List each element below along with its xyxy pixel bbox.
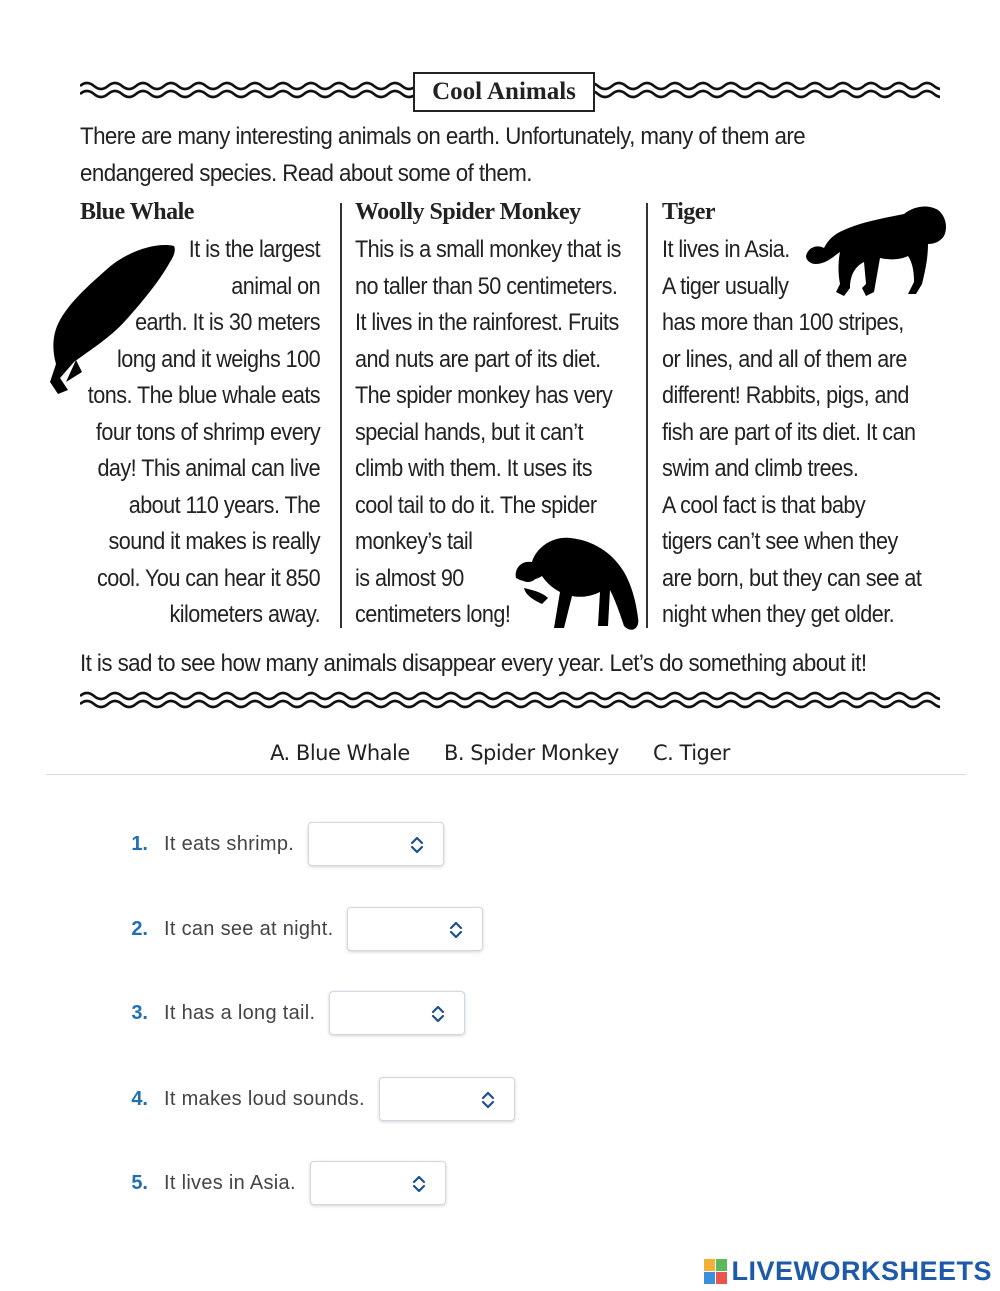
chevron-updown-icon (480, 1088, 496, 1112)
question-text: It can see at night. (164, 917, 334, 940)
spider-monkey-heading: Woolly Spider Monkey (355, 199, 581, 225)
column-divider-2 (646, 203, 648, 628)
section-divider (46, 774, 966, 775)
tiger-text: It lives in Asia. A tiger usually has more than 100 stripes, or lines, and all of them are different! Rabbits, pigs, and fish are part of its diet. It can swim and climb trees. A cool fact is that baby tigers can’t see when they are born, but they can see at night when they get older. (662, 236, 922, 628)
question-3 (122, 990, 465, 1036)
spider-monkey-text: This is a small monkey that is no taller than 50 centimeters. It lives in the rainforest. Fruits and nuts are part of its diet. The spider monkey has very special hands, but it can’t climb with them. It uses its cool tail to do it. The spider monkey’s tail is almost 90 centimeters long! (355, 236, 621, 628)
option-b: B. Spider Monkey (443, 741, 619, 765)
question-text: It eats shrimp. (164, 832, 295, 855)
answer-select-2[interactable] (347, 907, 483, 951)
blue-whale-heading: Blue Whale (80, 199, 194, 225)
option-a: A. Blue Whale (270, 741, 410, 765)
answer-select-1[interactable] (308, 822, 444, 866)
brand-name: LIVEWORKSHEETS (731, 1256, 992, 1286)
chevron-updown-icon (430, 1002, 446, 1026)
answer-select-4[interactable] (379, 1077, 515, 1121)
question-number: 4. (131, 1087, 148, 1110)
intro-text: There are many interesting animals on earth. Unfortunately, many of them are endangered species. Read about some of them. (80, 123, 806, 187)
whale-icon (48, 242, 178, 397)
question-1 (122, 821, 444, 867)
answer-options (0, 741, 1000, 765)
question-2 (122, 906, 483, 952)
question-text: It makes loud sounds. (164, 1087, 365, 1110)
question-4 (122, 1076, 515, 1122)
question-5 (122, 1160, 446, 1206)
closing-text: It is sad to see how many animals disappear every year. Let’s do something about it! (80, 650, 867, 677)
chevron-updown-icon (448, 918, 464, 942)
answer-select-5[interactable] (310, 1161, 446, 1205)
monkey-icon (512, 530, 642, 635)
question-number: 1. (131, 832, 148, 855)
question-text: It has a long tail. (164, 1001, 316, 1024)
blue-whale-text: It is the largest animal on earth. It is 30 meters long and it weighs 100 tons. The blue whale eats four tons of shrimp every day! This animal can live about 110 years. The sound it makes is really cool. You can hear it 850 kilometers away. (87, 236, 320, 628)
question-number: 3. (131, 1001, 148, 1024)
column-divider-1 (340, 203, 342, 628)
liveworksheets-logo[interactable] (704, 1256, 992, 1287)
chevron-updown-icon (409, 833, 425, 857)
option-c: C. Tiger (653, 741, 730, 765)
question-number: 2. (131, 917, 148, 940)
logo-blocks-icon (704, 1259, 728, 1285)
tiger-icon (804, 204, 949, 299)
chevron-updown-icon (411, 1172, 427, 1196)
question-number: 5. (131, 1171, 148, 1194)
worksheet-title: Cool Animals (413, 72, 595, 112)
question-text: It lives in Asia. (164, 1171, 296, 1194)
bottom-wave-border (80, 690, 940, 714)
tiger-heading: Tiger (662, 199, 716, 225)
answer-select-3[interactable] (329, 991, 465, 1035)
